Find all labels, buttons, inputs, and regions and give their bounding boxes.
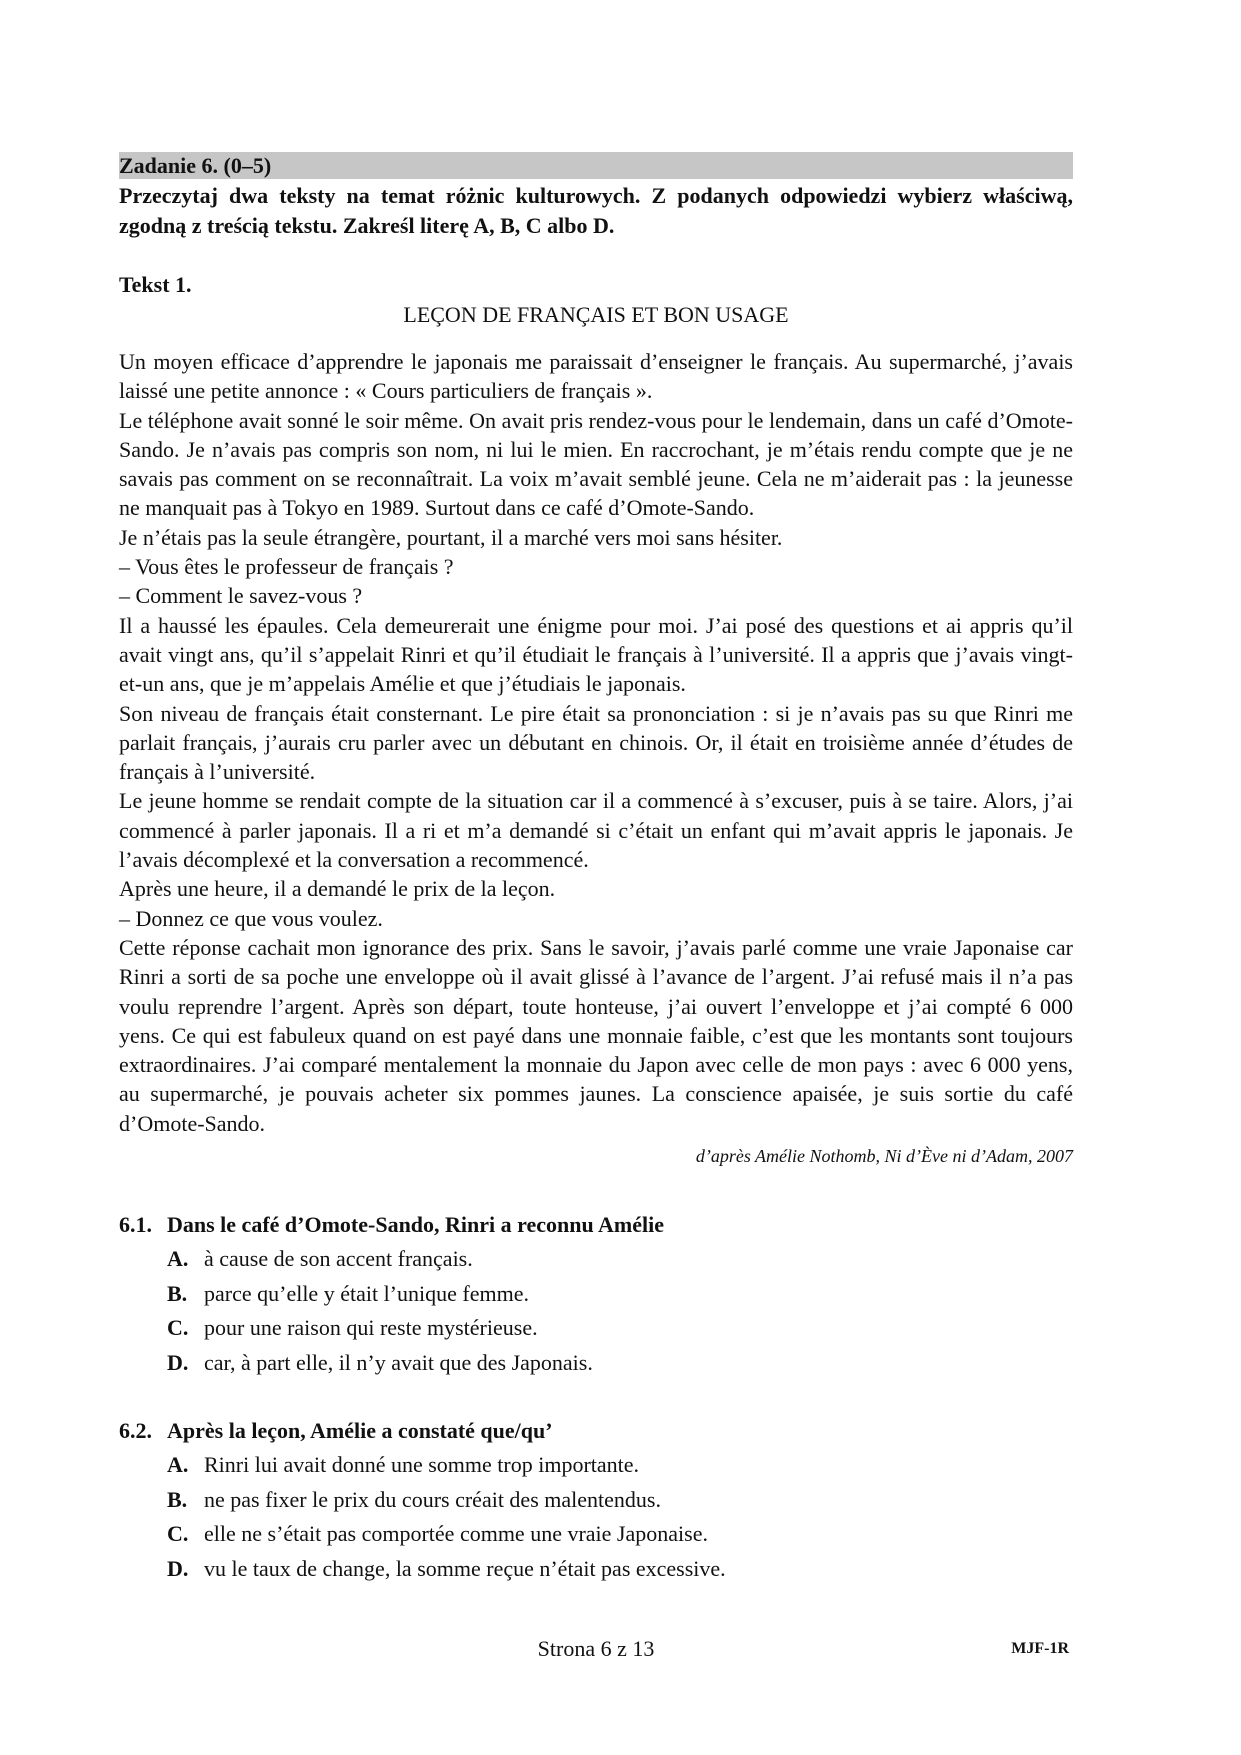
passage-paragraph: Cette réponse cachait mon ignorance des prix. Sans le savoir, j’avais parlé comme une vraie Japonaise car Rinri a sorti de sa poche une enveloppe où il avait glissé à l’avance de l’argent. J’ai refusé mais il n’a pas voulu reprendre l’argent. Après son départ, toute honteuse, j’ai ouvert l’enveloppe et j’ai compté 6 000 yens. Ce qui est fabuleux quand on est payé dans une monnaie faible, c’est que les montants sont toujours extraordinaires. J’ai comparé mentalement la monnaie du Japon avec celle de mon pays : avec 6 000 yens, au supermarché, je pouvais acheter six pommes jaunes. La conscience apaisée, je suis sortie du café d’Omote-Sando.: [119, 934, 1073, 1136]
question-6-2: [119, 1414, 1073, 1586]
option-letter[interactable]: C.: [167, 1315, 189, 1341]
passage-paragraph: Le jeune homme se rendait compte de la situation car il a commencé à s’excuser, puis à se taire. Alors, j’ai commencé à parler japonais. Il a ri et m’a demandé si c’était un enfant qui m’avait appris le japonais. Je l’avais décomplexé et la conversation a recommencé.: [119, 788, 1073, 873]
answer-option-b[interactable]: [119, 1483, 1073, 1518]
option-text: à cause de son accent français.: [204, 1246, 473, 1272]
option-letter[interactable]: C.: [167, 1521, 189, 1547]
option-text: pour une raison qui reste mystérieuse.: [204, 1315, 538, 1341]
task-header: Zadanie 6. (0–5): [119, 152, 1073, 179]
page-footer: [0, 1634, 1241, 1664]
option-letter[interactable]: B.: [167, 1486, 188, 1512]
option-letter[interactable]: D.: [167, 1349, 189, 1375]
option-letter[interactable]: A.: [167, 1246, 189, 1272]
question-number: 6.1.: [119, 1212, 152, 1238]
passage-paragraph: Le téléphone avait sonné le soir même. On avait pris rendez-vous pour le lendemain, dans un café d’Omote-Sando. Je n’avais pas compris son nom, ni lui le mien. En raccrochant, je m’étais rendu compte que je ne savais pas comment on se reconnaîtrait. La voix m’avait semblé jeune. Cela ne m’aiderait pas : la jeunesse ne manquait pas à Tokyo en 1989. Surtout dans ce café d’Omote-Sando.: [119, 407, 1073, 521]
option-text: ne pas fixer le prix du cours créait des malentendus.: [204, 1486, 661, 1512]
answer-option-b[interactable]: [119, 1277, 1073, 1312]
answer-option-c[interactable]: [119, 1517, 1073, 1552]
question-text: Après la leçon, Amélie a constaté que/qu’: [167, 1418, 553, 1444]
passage-dialogue-line: – Vous êtes le professeur de français ?: [119, 554, 454, 580]
text-title: LEÇON DE FRANÇAIS ET BON USAGE: [403, 302, 789, 327]
passage-dialogue-line: – Donnez ce que vous voulez.: [119, 905, 383, 931]
question-number: 6.2.: [119, 1418, 152, 1444]
exam-page: [119, 152, 1073, 1586]
passage-paragraph: Je n’étais pas la seule étrangère, pourtant, il a marché vers moi sans hésiter.: [119, 524, 783, 550]
answer-option-d[interactable]: [119, 1552, 1073, 1587]
passage-paragraph: Son niveau de français était consternant. Le pire était sa prononciation : si je n’avais pas su que Rinri me parlait français, j’aurais cru parler avec un débutant en chinois. Or, il était en troisième année d’études de français à l’université.: [119, 700, 1073, 785]
option-text: car, à part elle, il n’y avait que des Japonais.: [204, 1349, 593, 1375]
source-citation: d’après Amélie Nothomb, Ni d’Ève ni d’Adam, 2007: [695, 1146, 1073, 1167]
task-instruction: Przeczytaj dwa teksty na temat różnic kulturowych. Z podanych odpowiedzi wybierz właściwą, zgodną z treścią tekstu. Zakreśl literę A, B, C albo D.: [119, 183, 1073, 238]
answer-option-a[interactable]: [119, 1242, 1073, 1277]
passage-paragraph: Il a haussé les épaules. Cela demeurerait une énigme pour moi. J’ai posé des questions et ai appris qu’il avait vingt ans, qu’il s’appelait Rinri et qu’il étudiait le français à l’université. Il a appris que j’avais vingt-et-un ans, que je m’appelais Amélie et que j’étudiais le japonais.: [119, 612, 1073, 697]
passage-paragraph: Un moyen efficace d’apprendre le japonais me paraissait d’enseigner le français. Au supermarché, j’avais laissé une petite annonce : « Cours particuliers de français ».: [119, 349, 1073, 404]
option-text: vu le taux de change, la somme reçue n’était pas excessive.: [204, 1555, 726, 1581]
exam-code: MJF-1R: [1011, 1640, 1069, 1657]
question-text: Dans le café d’Omote-Sando, Rinri a reconnu Amélie: [167, 1212, 665, 1238]
answer-option-c[interactable]: [119, 1311, 1073, 1346]
option-text: Rinri lui avait donné une somme trop importante.: [204, 1452, 640, 1478]
option-text: parce qu’elle y était l’unique femme.: [204, 1280, 529, 1306]
answer-option-d[interactable]: [119, 1346, 1073, 1381]
option-letter[interactable]: A.: [167, 1452, 189, 1478]
option-letter[interactable]: D.: [167, 1555, 189, 1581]
question-stem: [119, 1208, 1073, 1242]
reading-passage: [119, 347, 1073, 1138]
text-label: Tekst 1.: [119, 272, 192, 297]
answer-option-a[interactable]: [119, 1448, 1073, 1483]
option-letter[interactable]: B.: [167, 1280, 188, 1306]
option-text: elle ne s’était pas comportée comme une vraie Japonaise.: [204, 1521, 708, 1547]
question-6-1: [119, 1208, 1073, 1380]
passage-dialogue-line: – Comment le savez-vous ?: [119, 583, 363, 609]
passage-paragraph: Après une heure, il a demandé le prix de la leçon.: [119, 876, 556, 902]
page-number: Strona 6 z 13: [537, 1636, 655, 1661]
question-stem: [119, 1414, 1073, 1448]
